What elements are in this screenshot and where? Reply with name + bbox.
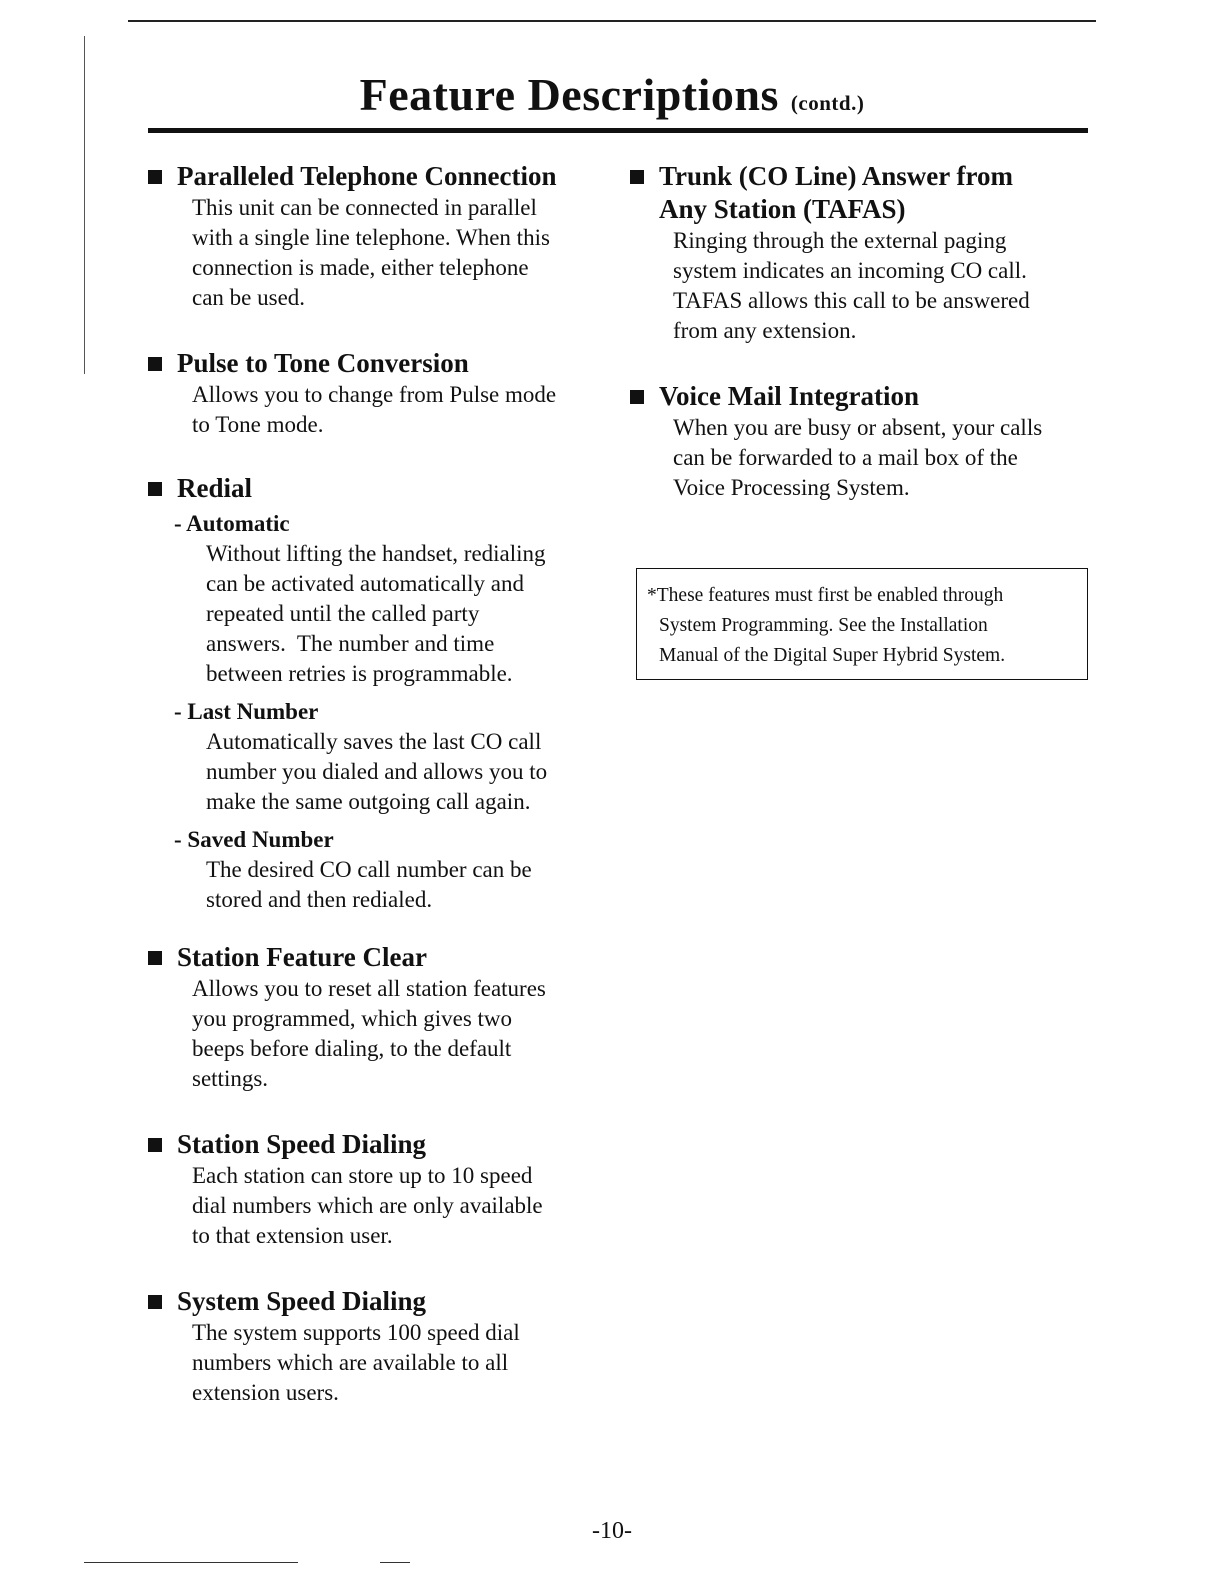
feature-heading-text: Paralleled Telephone Connection (177, 161, 557, 191)
feature-station-feature-clear (148, 941, 618, 1094)
feature-description (192, 974, 618, 1094)
feature-paralleled-telephone (148, 160, 618, 313)
sub-description (206, 727, 618, 817)
description-line: The desired CO call number can be (206, 857, 532, 882)
description-line: Allows you to change from Pulse mode (192, 382, 557, 407)
feature-description (192, 1161, 618, 1251)
sub-description (206, 539, 618, 689)
description-line: system indicates an incoming CO call. (673, 258, 1027, 283)
feature-heading (148, 160, 618, 193)
feature-redial (148, 472, 618, 915)
feature-system-speed-dialing (148, 1285, 618, 1408)
description-line: Voice Processing System. (673, 475, 910, 500)
right-column (630, 160, 1100, 533)
feature-description (673, 413, 1100, 503)
note-line: *These features must first be enabled through (647, 585, 1004, 606)
page-number: -10- (592, 1518, 632, 1544)
page-title (0, 68, 1224, 121)
description-line: with a single line telephone. When this (192, 225, 550, 250)
description-line: Each station can store up to 10 speed (192, 1163, 533, 1188)
feature-heading-text: Station Feature Clear (177, 942, 427, 972)
feature-heading (148, 1285, 618, 1318)
feature-description (192, 1318, 618, 1408)
description-line: repeated until the called party (206, 601, 480, 626)
bottom-rule (84, 1562, 298, 1563)
feature-heading (630, 380, 1100, 413)
redial-automatic (174, 509, 618, 689)
description-line: Ringing through the external paging (673, 228, 1007, 253)
redial-saved-number (174, 825, 618, 915)
feature-heading (148, 1128, 618, 1161)
square-bullet-icon (148, 482, 162, 496)
square-bullet-icon (148, 357, 162, 371)
description-line: stored and then redialed. (206, 887, 433, 912)
description-line: to Tone mode. (192, 412, 324, 437)
description-line: This unit can be connected in parallel (192, 195, 537, 220)
description-line: answers. The number and time (206, 631, 495, 656)
square-bullet-icon (148, 1138, 162, 1152)
feature-heading (630, 160, 1100, 226)
description-line: you programmed, which gives two (192, 1006, 513, 1031)
description-line: connection is made, either telephone (192, 255, 529, 280)
sub-heading: - Last Number (174, 699, 319, 724)
description-line: dial numbers which are only available (192, 1193, 543, 1218)
feature-description (192, 193, 618, 313)
description-line: from any extension. (673, 318, 857, 343)
square-bullet-icon (630, 170, 644, 184)
description-line: make the same outgoing call again. (206, 789, 531, 814)
feature-heading-text (659, 160, 1013, 226)
sub-description (206, 855, 618, 915)
description-line: The system supports 100 speed dial (192, 1320, 520, 1345)
feature-heading-text: System Speed Dialing (177, 1286, 427, 1316)
feature-heading-text: Station Speed Dialing (177, 1129, 427, 1159)
square-bullet-icon (148, 951, 162, 965)
feature-heading (148, 347, 618, 380)
feature-pulse-to-tone (148, 347, 618, 440)
description-line: can be activated automatically and (206, 571, 525, 596)
page-title-contd: (contd.) (790, 91, 865, 115)
description-line: numbers which are available to all (192, 1350, 509, 1375)
redial-last-number (174, 697, 618, 817)
description-line: Allows you to reset all station features (192, 976, 546, 1001)
feature-voice-mail-integration (630, 380, 1100, 503)
heading-line: Trunk (CO Line) Answer from (659, 161, 1014, 191)
description-line: number you dialed and allows you to (206, 759, 548, 784)
title-rule (148, 128, 1088, 133)
square-bullet-icon (630, 390, 644, 404)
feature-tafas (630, 160, 1100, 346)
feature-station-speed-dialing (148, 1128, 618, 1251)
description-line: When you are busy or absent, your calls (673, 415, 1043, 440)
top-rule (128, 20, 1096, 22)
note-line: Manual of the Digital Super Hybrid System. (659, 645, 1006, 666)
description-line: between retries is programmable. (206, 661, 513, 686)
description-line: can be used. (192, 285, 306, 310)
sub-heading: - Automatic (174, 511, 290, 536)
feature-heading (148, 472, 618, 505)
feature-heading-text: Pulse to Tone Conversion (177, 348, 469, 378)
feature-heading (148, 941, 618, 974)
feature-heading-text: Voice Mail Integration (659, 381, 919, 411)
feature-description (192, 380, 618, 440)
left-column (148, 160, 618, 1438)
note-line: System Programming. See the Installation (659, 615, 988, 636)
bottom-rule (380, 1562, 410, 1563)
heading-line: Any Station (TAFAS) (659, 194, 906, 224)
feature-heading-text: Redial (177, 473, 253, 503)
description-line: to that extension user. (192, 1223, 393, 1248)
description-line: Automatically saves the last CO call (206, 729, 542, 754)
description-line: Without lifting the handset, redialing (206, 541, 546, 566)
description-line: extension users. (192, 1380, 339, 1405)
description-line: TAFAS allows this call to be answered (673, 288, 1030, 313)
description-line: beeps before dialing, to the default (192, 1036, 512, 1061)
description-line: settings. (192, 1066, 269, 1091)
sub-heading: - Saved Number (174, 827, 334, 852)
square-bullet-icon (148, 1295, 162, 1309)
description-line: can be forwarded to a mail box of the (673, 445, 1018, 470)
feature-description (673, 226, 1100, 346)
note-box (636, 568, 1088, 680)
square-bullet-icon (148, 170, 162, 184)
page-title-text: Feature Descriptions (359, 69, 779, 120)
